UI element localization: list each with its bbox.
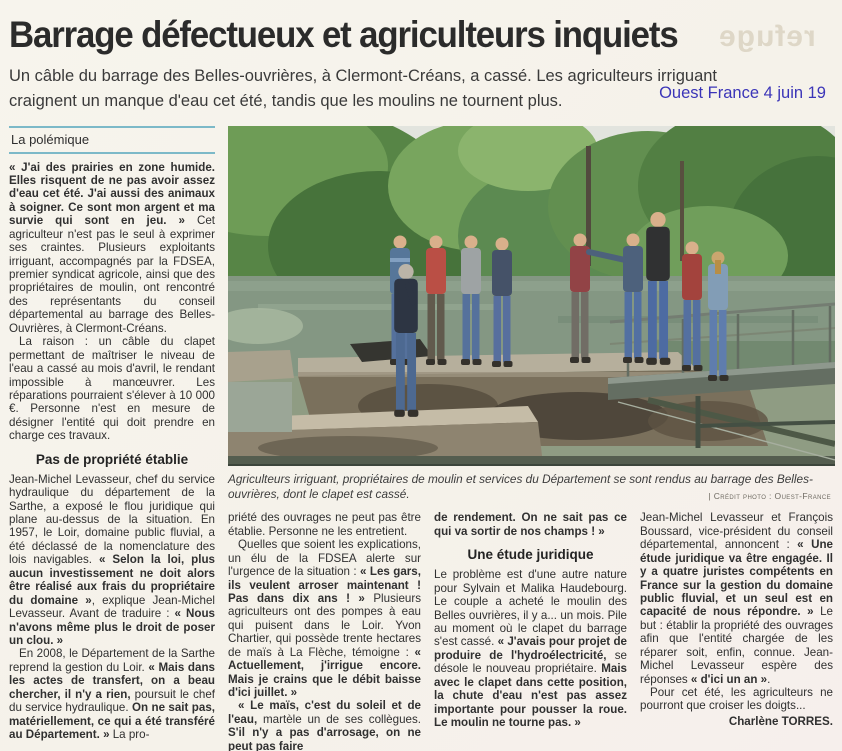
paragraph: Quelles que soient les explications, un élu de la FDSEA alerte sur l'urgence de la situation : « Les gars, ils veulent arroser maintenant ! Pas dans dix ans ! » Plusieurs agriculteurs ont des pompes à eau qui puisent dans le Loir. Yvon Chartier, qui possède trente hectares de maïs à La Flèche, témoigne : « Actuellement, j'irrigue encore. Mais je crains que le débit baisse d'ici juillet. »	[228, 538, 421, 700]
standfirst: Un câble du barrage des Belles-ouvrières, à Clermont-Créans, a cassé. Les agriculteurs irriguant craignent un manque d'eau cet été, tandis que les moulins ne tournent plus.	[9, 67, 718, 110]
column-1	[9, 126, 215, 751]
article-body	[9, 126, 833, 751]
column-1-text	[9, 161, 215, 742]
column-4-text	[640, 511, 833, 728]
caption-text: Agriculteurs irriguant, propriétaires de moulin et services du Département se sont rendus au barrage des Belles-ouvrières, dont le clapet est cassé.	[228, 471, 813, 502]
column-2-text	[228, 511, 421, 751]
section-subhead: Une étude juridique	[467, 547, 594, 563]
photo-caption	[228, 472, 833, 504]
dam-photo-illustration	[228, 126, 835, 464]
photo-credit: | Crédit photo : Ouest-France	[708, 490, 831, 501]
column-4	[640, 511, 833, 751]
column-3-text	[434, 511, 627, 729]
paragraph: Le problème est d'une autre nature pour Sylvain et Malika Haudebourg. Le couple a acheté le moulin des Belles ouvrières, il y a... un mois. Pile au moment où le clapet du barrage s'est cassé. « J'avais pour projet de produire de l'hydroélectricité, se désole le nouveau propriétaire. Mais avec le clapet dans cette position, la chute d'eau n'est pas assez importante pour pousser la roue. Le moulin ne tourne pas. »	[434, 568, 627, 730]
date-annotation: Ouest France 4 juin 19	[659, 84, 826, 102]
article-photo	[228, 126, 835, 466]
paragraph: Jean-Michel Levasseur et François Boussard, vice-président du conseil départemental, annoncent : « Une étude juridique va être engagée. Il y a quatre juristes compétents en France sur la gestion du domaine public fluvial, et un seul est en capacité de nous répondre. » Le but : établir la propriété des ouvrages afin que l'entité chargée de les réparer soit, enfin, connue. Jean-Michel Levasseur espère des réponses « d'ici un an ».	[640, 511, 833, 686]
paragraph: La raison : un câble du clapet permettant de maîtriser le niveau de l'eau a cassé au mois d'avril, le rendant impossible à manœuvrer. Les réparations pourraient s'élever à 10 000 €. Personne n'est en mesure de désigner l'entité qui doit prendre en charge ces travaux.	[9, 335, 215, 443]
paragraph: « J'ai des prairies en zone humide. Elles risquent de ne pas avoir assez d'eau cet été. J'ai aussi des animaux à soigner. Ce sont mon argent et ma survie qui sont en jeu. » Cet agriculteur n'est pas le seul à exprimer ses craintes. Plusieurs exploitants irriguant, accompagnés par la FDSEA, premier syndicat agricole, ainsi que des propriétaires de moulin, ont rencontré des représentants du conseil départemental au barrage des Belles-Ouvrières, à Clermont-Créans.	[9, 160, 215, 335]
ghost-print-through: refuge	[718, 20, 816, 53]
column-2	[228, 511, 421, 751]
paragraph: priété des ouvrages ne peut pas être établie. Personne ne les entretient.	[228, 511, 421, 538]
kicker-la-polemique: La polémique	[9, 126, 215, 154]
column-3	[434, 511, 627, 751]
paragraph: de rendement. On ne sait pas ce qui va sortir de nos champs ! »	[434, 511, 627, 538]
lower-columns	[228, 511, 833, 751]
byline: Charlène TORRES.	[728, 714, 833, 728]
section-subhead: Pas de propriété établie	[35, 451, 189, 467]
paragraph: En 2008, le Département de la Sarthe reprend la gestion du Loir. « Mais dans les actes de transfert, on a beau chercher, il n'y a rien, poursuit le chef du service hydraulique. On ne sait pas, matériellement, ce qui a été transféré au Département. » La pro-	[9, 647, 215, 741]
paragraph: Pour cet été, les agriculteurs ne pourront que croiser les doigts...	[640, 686, 833, 713]
headline: Barrage défectueux et agriculteurs inquiets	[9, 14, 678, 55]
paragraph: « Le maïs, c'est du soleil et de l'eau, martèle un de ses collègues. S'il n'y a pas d'arrosage, on ne peut pas faire	[228, 699, 421, 751]
paragraph: Jean-Michel Levasseur, chef du service hydraulique du département de la Sarthe, a exposé le flou juridique qui plane au-dessus de la situation. En 1957, le Loir, domaine public fluvial, a été déclassé de la nomenclature des lois navigables. « Selon la loi, plus aucun investissement ne doit alors être réalisé aux frais du propriétaire du domaine », explique Jean-Michel Levasseur. Avant de traduire : « Nous n'avons même plus le droit de poser un clou. »	[9, 472, 216, 647]
